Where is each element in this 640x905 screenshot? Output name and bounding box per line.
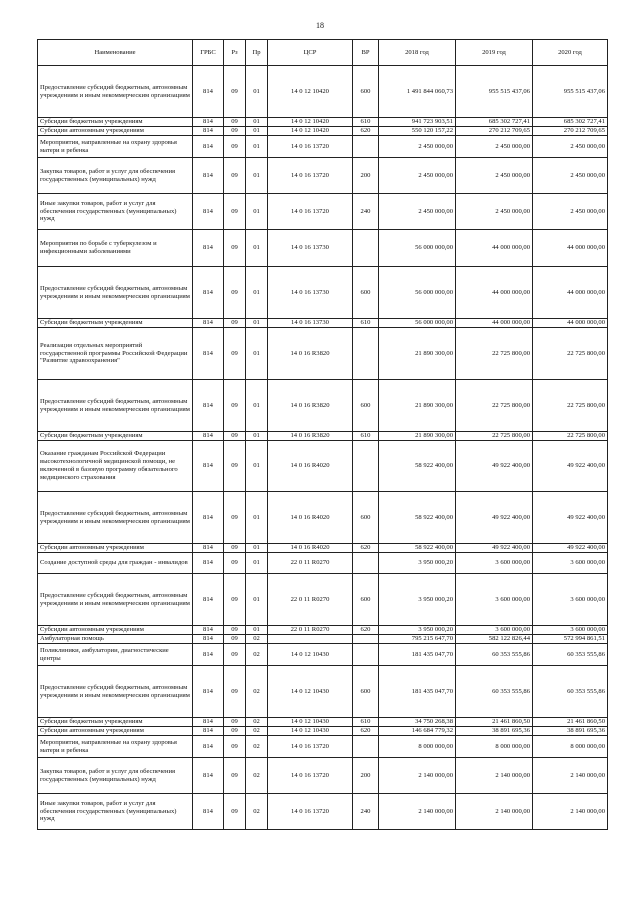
table-row (38, 432, 608, 441)
cell-pr: 02 (246, 736, 268, 758)
cell-rz: 09 (224, 626, 246, 635)
cell-rz: 09 (224, 194, 246, 230)
table-row (38, 380, 608, 432)
table-row (38, 553, 608, 574)
cell-grbs: 814 (193, 328, 224, 380)
cell-rz: 09 (224, 736, 246, 758)
cell-rz: 09 (224, 544, 246, 553)
table-row (38, 118, 608, 127)
cell-csr: 14 0 16 13730 (268, 230, 353, 267)
cell-2020: 2 450 000,00 (533, 136, 608, 158)
cell-pr: 01 (246, 432, 268, 441)
cell-name: Закупка товаров, работ и услуг для обеспечения государственных (муниципальных) нужд (38, 158, 193, 194)
cell-name: Амбулаторная помощь (38, 635, 193, 644)
cell-2019: 2 140 000,00 (456, 758, 533, 794)
cell-rz: 09 (224, 758, 246, 794)
cell-2018: 2 140 000,00 (379, 794, 456, 830)
cell-rz: 09 (224, 666, 246, 718)
cell-csr: 14 0 16 R3820 (268, 432, 353, 441)
cell-rz: 09 (224, 644, 246, 666)
cell-2020: 955 515 437,06 (533, 66, 608, 118)
cell-2020: 3 600 000,00 (533, 553, 608, 574)
cell-2020: 38 891 695,36 (533, 727, 608, 736)
cell-rz: 09 (224, 230, 246, 267)
cell-csr: 22 0 11 R0270 (268, 574, 353, 626)
cell-2020: 2 450 000,00 (533, 194, 608, 230)
cell-grbs: 814 (193, 136, 224, 158)
cell-rz: 09 (224, 158, 246, 194)
cell-csr: 14 0 16 13730 (268, 267, 353, 319)
cell-grbs: 814 (193, 553, 224, 574)
cell-2020: 60 353 555,86 (533, 666, 608, 718)
table-row (38, 794, 608, 830)
cell-grbs: 814 (193, 718, 224, 727)
cell-pr: 02 (246, 727, 268, 736)
cell-rz: 09 (224, 492, 246, 544)
cell-grbs: 814 (193, 544, 224, 553)
cell-vr: 600 (353, 574, 379, 626)
cell-2018: 795 215 647,70 (379, 635, 456, 644)
cell-grbs: 814 (193, 66, 224, 118)
cell-grbs: 814 (193, 574, 224, 626)
cell-pr: 02 (246, 644, 268, 666)
table-row (38, 328, 608, 380)
cell-pr: 01 (246, 127, 268, 136)
cell-vr (353, 230, 379, 267)
cell-2020: 3 600 000,00 (533, 574, 608, 626)
cell-name: Иные закупки товаров, работ и услуг для обеспечения государственных (муниципальных) нужд (38, 794, 193, 830)
cell-vr (353, 553, 379, 574)
cell-2018: 58 922 400,00 (379, 544, 456, 553)
cell-rz: 09 (224, 127, 246, 136)
header-2020: 2020 год (533, 40, 608, 66)
cell-name: Субсидии бюджетным учреждениям (38, 118, 193, 127)
cell-name: Создание доступной среды для граждан - инвалидов (38, 553, 193, 574)
cell-2019: 2 450 000,00 (456, 194, 533, 230)
cell-name: Мероприятия, направленные на охрану здоровья матери и ребенка (38, 136, 193, 158)
cell-vr: 600 (353, 380, 379, 432)
cell-pr: 01 (246, 136, 268, 158)
cell-csr: 14 0 16 R3820 (268, 380, 353, 432)
header-2019: 2019 год (456, 40, 533, 66)
cell-rz: 09 (224, 727, 246, 736)
cell-name: Предоставление субсидий бюджетным, автономным учреждениям и иным некоммерческим организациям (38, 66, 193, 118)
cell-pr: 01 (246, 66, 268, 118)
table-row (38, 544, 608, 553)
cell-2020: 3 600 000,00 (533, 626, 608, 635)
cell-2018: 2 450 000,00 (379, 136, 456, 158)
cell-csr: 14 0 16 13720 (268, 736, 353, 758)
table-row (38, 635, 608, 644)
cell-csr: 14 0 16 R4020 (268, 441, 353, 492)
cell-name: Мероприятия, направленные на охрану здоровья матери и ребенка (38, 736, 193, 758)
cell-name: Иные закупки товаров, работ и услуг для обеспечения государственных (муниципальных) нужд (38, 194, 193, 230)
table-row (38, 492, 608, 544)
cell-2018: 146 684 779,32 (379, 727, 456, 736)
cell-vr (353, 635, 379, 644)
cell-2019: 22 725 800,00 (456, 432, 533, 441)
cell-2018: 3 950 000,20 (379, 626, 456, 635)
cell-2018: 58 922 400,00 (379, 441, 456, 492)
cell-grbs: 814 (193, 635, 224, 644)
cell-2020: 685 302 727,41 (533, 118, 608, 127)
cell-vr: 200 (353, 758, 379, 794)
cell-csr: 14 0 16 R4020 (268, 492, 353, 544)
cell-2019: 955 515 437,06 (456, 66, 533, 118)
cell-pr: 01 (246, 441, 268, 492)
cell-csr: 14 0 16 R3820 (268, 328, 353, 380)
cell-name: Субсидии бюджетным учреждениям (38, 319, 193, 328)
cell-2019: 3 600 000,00 (456, 574, 533, 626)
cell-pr: 01 (246, 492, 268, 544)
cell-vr: 610 (353, 718, 379, 727)
cell-2020: 270 212 709,65 (533, 127, 608, 136)
cell-2019: 44 000 000,00 (456, 319, 533, 328)
cell-2019: 38 891 695,36 (456, 727, 533, 736)
cell-vr (353, 644, 379, 666)
cell-name: Субсидии автономным учреждениям (38, 127, 193, 136)
cell-name: Субсидии автономным учреждениям (38, 544, 193, 553)
cell-grbs: 814 (193, 736, 224, 758)
cell-2019: 2 140 000,00 (456, 794, 533, 830)
cell-name: Субсидии автономным учреждениям (38, 626, 193, 635)
cell-2019: 22 725 800,00 (456, 328, 533, 380)
cell-2019: 44 000 000,00 (456, 230, 533, 267)
cell-csr (268, 635, 353, 644)
cell-pr: 01 (246, 574, 268, 626)
cell-grbs: 814 (193, 492, 224, 544)
cell-rz: 09 (224, 136, 246, 158)
cell-2018: 56 000 000,00 (379, 230, 456, 267)
cell-name: Оказание гражданам Российской Федерации высокотехнологичной медицинской помощи, не включенной в базовую программу обязательного медицинского страхования (38, 441, 193, 492)
cell-vr: 620 (353, 127, 379, 136)
header-2018: 2018 год (379, 40, 456, 66)
cell-csr: 14 0 12 10430 (268, 727, 353, 736)
cell-2020: 22 725 800,00 (533, 328, 608, 380)
table-row (38, 127, 608, 136)
cell-csr: 14 0 12 10430 (268, 644, 353, 666)
cell-2020: 2 450 000,00 (533, 158, 608, 194)
cell-csr: 14 0 12 10420 (268, 127, 353, 136)
cell-name: Поликлиники, амбулатории, диагностические центры (38, 644, 193, 666)
cell-2019: 2 450 000,00 (456, 158, 533, 194)
cell-vr: 620 (353, 626, 379, 635)
cell-grbs: 814 (193, 794, 224, 830)
table-row (38, 644, 608, 666)
cell-csr: 14 0 16 R4020 (268, 544, 353, 553)
cell-vr: 600 (353, 66, 379, 118)
cell-csr: 14 0 16 13730 (268, 319, 353, 328)
cell-name: Мероприятия по борьбе с туберкулезом и инфекционными заболеваниями (38, 230, 193, 267)
cell-rz: 09 (224, 441, 246, 492)
table-row (38, 441, 608, 492)
cell-pr: 02 (246, 666, 268, 718)
cell-2018: 941 723 903,51 (379, 118, 456, 127)
cell-2019: 3 600 000,00 (456, 553, 533, 574)
cell-pr: 02 (246, 635, 268, 644)
cell-pr: 01 (246, 118, 268, 127)
cell-2020: 2 140 000,00 (533, 758, 608, 794)
cell-pr: 02 (246, 794, 268, 830)
cell-2020: 21 461 860,50 (533, 718, 608, 727)
header-csr: ЦСР (268, 40, 353, 66)
cell-2018: 56 000 000,00 (379, 319, 456, 328)
cell-rz: 09 (224, 328, 246, 380)
cell-csr: 14 0 12 10420 (268, 118, 353, 127)
cell-grbs: 814 (193, 127, 224, 136)
cell-2020: 2 140 000,00 (533, 794, 608, 830)
cell-rz: 09 (224, 380, 246, 432)
cell-2020: 22 725 800,00 (533, 380, 608, 432)
cell-rz: 09 (224, 319, 246, 328)
cell-2019: 60 353 555,86 (456, 644, 533, 666)
cell-2018: 181 435 047,70 (379, 644, 456, 666)
header-name: Наименование (38, 40, 193, 66)
cell-2018: 58 922 400,00 (379, 492, 456, 544)
cell-2019: 44 000 000,00 (456, 267, 533, 319)
cell-2020: 22 725 800,00 (533, 432, 608, 441)
cell-name: Предоставление субсидий бюджетным, автономным учреждениям и иным некоммерческим организациям (38, 492, 193, 544)
cell-2020: 44 000 000,00 (533, 319, 608, 328)
cell-vr: 240 (353, 794, 379, 830)
cell-vr: 600 (353, 492, 379, 544)
cell-vr: 610 (353, 432, 379, 441)
table-row (38, 626, 608, 635)
cell-csr: 14 0 12 10430 (268, 666, 353, 718)
cell-grbs: 814 (193, 758, 224, 794)
header-grbs: ГРБС (193, 40, 224, 66)
cell-2018: 181 435 047,70 (379, 666, 456, 718)
cell-rz: 09 (224, 553, 246, 574)
cell-vr: 620 (353, 727, 379, 736)
cell-grbs: 814 (193, 626, 224, 635)
cell-2020: 44 000 000,00 (533, 267, 608, 319)
cell-vr: 240 (353, 194, 379, 230)
cell-grbs: 814 (193, 194, 224, 230)
table-row (38, 136, 608, 158)
table-row (38, 319, 608, 328)
cell-pr: 01 (246, 380, 268, 432)
cell-2020: 44 000 000,00 (533, 230, 608, 267)
table-row (38, 267, 608, 319)
cell-2019: 49 922 400,00 (456, 544, 533, 553)
cell-2019: 22 725 800,00 (456, 380, 533, 432)
cell-pr: 01 (246, 553, 268, 574)
cell-csr: 22 0 11 R0270 (268, 553, 353, 574)
cell-2018: 21 890 300,00 (379, 380, 456, 432)
cell-grbs: 814 (193, 727, 224, 736)
cell-rz: 09 (224, 574, 246, 626)
cell-2018: 2 450 000,00 (379, 194, 456, 230)
cell-csr: 14 0 16 13720 (268, 758, 353, 794)
cell-rz: 09 (224, 432, 246, 441)
cell-vr (353, 736, 379, 758)
header-pr: Пр (246, 40, 268, 66)
cell-name: Предоставление субсидий бюджетным, автономным учреждениям и иным некоммерческим организациям (38, 380, 193, 432)
table-header-row (38, 40, 608, 66)
cell-rz: 09 (224, 267, 246, 319)
header-vr: ВР (353, 40, 379, 66)
cell-vr: 610 (353, 319, 379, 328)
cell-2019: 8 000 000,00 (456, 736, 533, 758)
cell-rz: 09 (224, 635, 246, 644)
cell-rz: 09 (224, 118, 246, 127)
page-number: 18 (316, 21, 324, 30)
cell-2020: 60 353 555,86 (533, 644, 608, 666)
table-row (38, 158, 608, 194)
cell-csr: 14 0 12 10420 (268, 66, 353, 118)
cell-name: Субсидии бюджетным учреждениям (38, 718, 193, 727)
cell-rz: 09 (224, 794, 246, 830)
cell-2020: 49 922 400,00 (533, 544, 608, 553)
cell-pr: 01 (246, 230, 268, 267)
cell-csr: 14 0 12 10430 (268, 718, 353, 727)
cell-2019: 2 450 000,00 (456, 136, 533, 158)
cell-pr: 02 (246, 718, 268, 727)
table-row (38, 758, 608, 794)
cell-csr: 14 0 16 13720 (268, 794, 353, 830)
cell-2019: 60 353 555,86 (456, 666, 533, 718)
cell-vr (353, 441, 379, 492)
cell-csr: 14 0 16 13720 (268, 194, 353, 230)
cell-vr: 600 (353, 267, 379, 319)
table-row (38, 66, 608, 118)
cell-rz: 09 (224, 66, 246, 118)
table-row (38, 718, 608, 727)
table-row (38, 666, 608, 718)
cell-grbs: 814 (193, 319, 224, 328)
cell-2018: 3 950 000,20 (379, 574, 456, 626)
cell-2019: 49 922 400,00 (456, 492, 533, 544)
cell-grbs: 814 (193, 118, 224, 127)
cell-name: Предоставление субсидий бюджетным, автономным учреждениям и иным некоммерческим организациям (38, 267, 193, 319)
cell-grbs: 814 (193, 644, 224, 666)
table-row (38, 736, 608, 758)
cell-name: Субсидии автономным учреждениям (38, 727, 193, 736)
cell-name: Закупка товаров, работ и услуг для обеспечения государственных (муниципальных) нужд (38, 758, 193, 794)
cell-grbs: 814 (193, 267, 224, 319)
cell-2018: 8 000 000,00 (379, 736, 456, 758)
cell-2018: 21 890 300,00 (379, 432, 456, 441)
cell-pr: 01 (246, 194, 268, 230)
cell-name: Субсидии бюджетным учреждениям (38, 432, 193, 441)
cell-2020: 572 994 861,51 (533, 635, 608, 644)
cell-vr: 610 (353, 118, 379, 127)
cell-2019: 685 302 727,41 (456, 118, 533, 127)
cell-2018: 3 950 000,20 (379, 553, 456, 574)
cell-name: Предоставление субсидий бюджетным, автономным учреждениям и иным некоммерческим организациям (38, 666, 193, 718)
cell-pr: 01 (246, 544, 268, 553)
cell-2019: 582 122 826,44 (456, 635, 533, 644)
table-row (38, 230, 608, 267)
cell-2020: 8 000 000,00 (533, 736, 608, 758)
cell-vr (353, 328, 379, 380)
cell-2018: 2 140 000,00 (379, 758, 456, 794)
cell-csr: 14 0 16 13720 (268, 158, 353, 194)
cell-name: Реализация отдельных мероприятий государственной программы Российской Федерации "Развитие здравоохранения" (38, 328, 193, 380)
cell-2020: 49 922 400,00 (533, 492, 608, 544)
cell-2019: 21 461 860,50 (456, 718, 533, 727)
table-row (38, 727, 608, 736)
cell-2020: 49 922 400,00 (533, 441, 608, 492)
cell-2019: 270 212 709,65 (456, 127, 533, 136)
cell-vr (353, 136, 379, 158)
cell-grbs: 814 (193, 158, 224, 194)
cell-grbs: 814 (193, 230, 224, 267)
cell-2018: 1 491 844 060,73 (379, 66, 456, 118)
cell-2018: 21 890 300,00 (379, 328, 456, 380)
cell-2018: 34 750 268,38 (379, 718, 456, 727)
header-rz: Рз (224, 40, 246, 66)
cell-2018: 56 000 000,00 (379, 267, 456, 319)
cell-2018: 550 120 157,22 (379, 127, 456, 136)
budget-table (37, 39, 608, 830)
cell-grbs: 814 (193, 380, 224, 432)
cell-pr: 01 (246, 626, 268, 635)
cell-grbs: 814 (193, 441, 224, 492)
cell-2018: 2 450 000,00 (379, 158, 456, 194)
cell-vr: 620 (353, 544, 379, 553)
cell-pr: 01 (246, 328, 268, 380)
cell-vr: 200 (353, 158, 379, 194)
cell-rz: 09 (224, 718, 246, 727)
cell-2019: 49 922 400,00 (456, 441, 533, 492)
cell-csr: 22 0 11 R0270 (268, 626, 353, 635)
cell-grbs: 814 (193, 666, 224, 718)
cell-grbs: 814 (193, 432, 224, 441)
cell-vr: 600 (353, 666, 379, 718)
cell-csr: 14 0 16 13720 (268, 136, 353, 158)
table-row (38, 574, 608, 626)
cell-2019: 3 600 000,00 (456, 626, 533, 635)
cell-pr: 01 (246, 319, 268, 328)
table-row (38, 194, 608, 230)
cell-pr: 02 (246, 758, 268, 794)
cell-name: Предоставление субсидий бюджетным, автономным учреждениям и иным некоммерческим организациям (38, 574, 193, 626)
cell-pr: 01 (246, 158, 268, 194)
cell-pr: 01 (246, 267, 268, 319)
